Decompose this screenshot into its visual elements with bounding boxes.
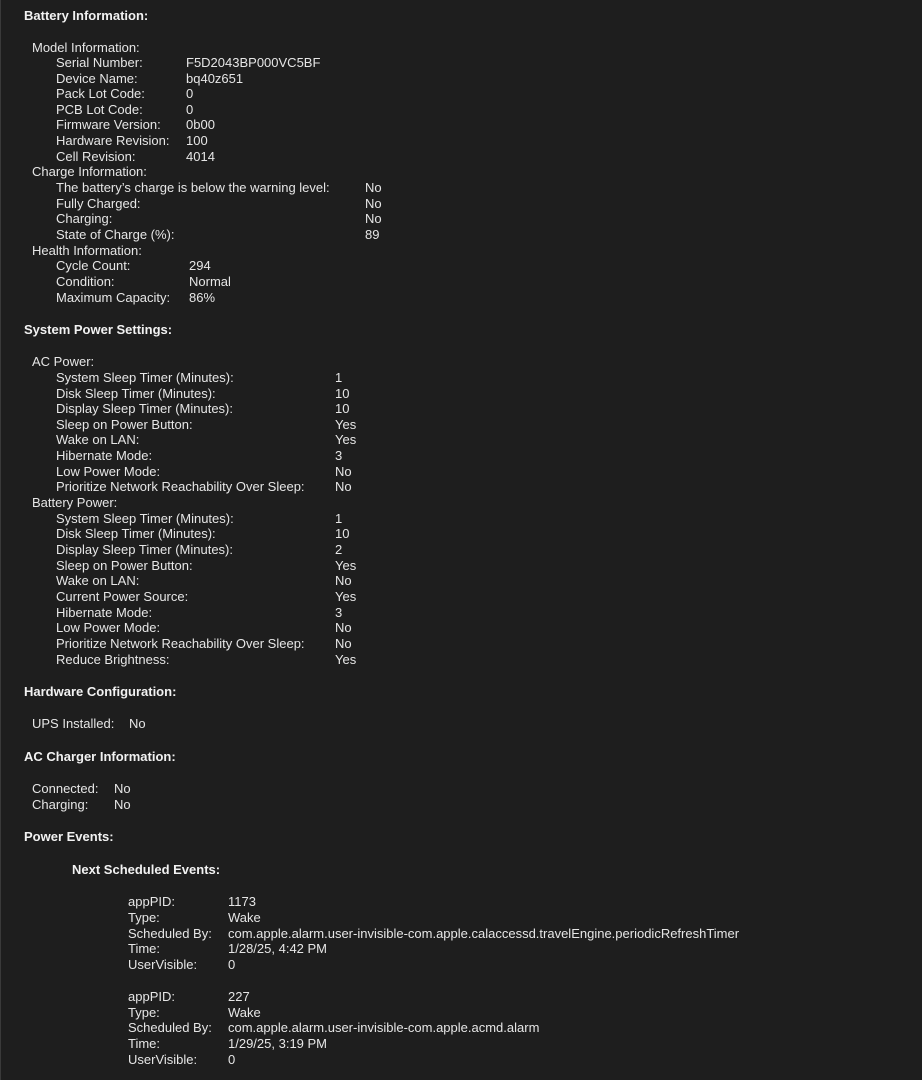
field-value: 294 xyxy=(189,258,211,273)
field-value: 86% xyxy=(189,290,216,305)
field-label: Maximum Capacity: xyxy=(56,290,171,305)
group-heading-model-information: Model Information: xyxy=(32,40,140,55)
field-value: 1/29/25, 3:19 PM xyxy=(228,1036,328,1051)
field-value: 1 xyxy=(335,370,343,385)
field-value: com.apple.alarm.user-invisible-com.apple.calaccessd.travelEngine.periodicRefreshTimer xyxy=(228,926,740,941)
field-label: appPID: xyxy=(128,894,175,909)
field-label: Reduce Brightness: xyxy=(56,652,170,667)
field-value: No xyxy=(365,211,382,226)
field-label: Firmware Version: xyxy=(56,117,161,132)
field-value: Yes xyxy=(335,652,357,667)
field-value: 10 xyxy=(335,401,350,416)
field-value: No xyxy=(335,636,352,651)
field-label: Time: xyxy=(128,1036,161,1051)
field-label: Display Sleep Timer (Minutes): xyxy=(56,542,233,557)
field-label: Serial Number: xyxy=(56,55,143,70)
field-value: com.apple.alarm.user-invisible-com.apple.acmd.alarm xyxy=(228,1020,540,1035)
window-left-border xyxy=(0,0,1,1080)
field-label: Type: xyxy=(128,910,160,925)
field-value: 227 xyxy=(228,989,250,1004)
field-label: Device Name: xyxy=(56,71,138,86)
field-label: Hibernate Mode: xyxy=(56,448,153,463)
field-value: No xyxy=(335,573,352,588)
section-title-system-power-settings: System Power Settings: xyxy=(24,322,173,337)
field-value: Yes xyxy=(335,417,357,432)
field-label: Wake on LAN: xyxy=(56,432,140,447)
group-heading-ac-power: AC Power: xyxy=(32,354,95,369)
field-value: 0 xyxy=(228,957,236,972)
field-label: Disk Sleep Timer (Minutes): xyxy=(56,526,216,541)
field-label: Low Power Mode: xyxy=(56,464,161,479)
field-value: No xyxy=(365,180,382,195)
field-label: Time: xyxy=(128,941,161,956)
field-label: Sleep on Power Button: xyxy=(56,558,193,573)
field-value: No xyxy=(335,620,352,635)
field-label: State of Charge (%): xyxy=(56,227,175,242)
field-value: 1/28/25, 4:42 PM xyxy=(228,941,328,956)
section-title-battery-information: Battery Information: xyxy=(24,8,149,23)
section-title-hardware-configuration: Hardware Configuration: xyxy=(24,684,177,699)
field-label: Sleep on Power Button: xyxy=(56,417,193,432)
field-label: UPS Installed: xyxy=(32,716,115,731)
field-label: Pack Lot Code: xyxy=(56,86,145,101)
field-value: 0b00 xyxy=(186,117,215,132)
field-value: No xyxy=(129,716,146,731)
field-value: No xyxy=(365,196,382,211)
field-label: Disk Sleep Timer (Minutes): xyxy=(56,386,216,401)
field-label: System Sleep Timer (Minutes): xyxy=(56,370,234,385)
field-label: System Sleep Timer (Minutes): xyxy=(56,511,234,526)
field-value: 1173 xyxy=(228,894,256,909)
group-heading-health-information: Health Information: xyxy=(32,243,142,258)
field-value: No xyxy=(335,479,352,494)
field-label: Display Sleep Timer (Minutes): xyxy=(56,401,233,416)
field-value: 1 xyxy=(335,511,343,526)
field-label: Cell Revision: xyxy=(56,149,136,164)
field-value: 100 xyxy=(186,133,208,148)
field-label: Hardware Revision: xyxy=(56,133,170,148)
field-value: 0 xyxy=(186,86,194,101)
subsection-title-next-scheduled-events: Next Scheduled Events: xyxy=(72,862,221,877)
field-value: 10 xyxy=(335,526,350,541)
field-label: Connected: xyxy=(32,781,99,796)
field-label: PCB Lot Code: xyxy=(56,102,143,117)
field-value: Wake xyxy=(228,1005,261,1020)
field-value: 2 xyxy=(335,542,343,557)
field-value: Yes xyxy=(335,432,357,447)
section-title-ac-charger-information: AC Charger Information: xyxy=(24,749,176,764)
field-label: Condition: xyxy=(56,274,115,289)
field-value: Yes xyxy=(335,589,357,604)
field-value: No xyxy=(114,781,131,796)
field-label: Low Power Mode: xyxy=(56,620,161,635)
field-label: Type: xyxy=(128,1005,160,1020)
field-label: Hibernate Mode: xyxy=(56,605,153,620)
group-heading-charge-information: Charge Information: xyxy=(32,164,147,179)
field-label: Wake on LAN: xyxy=(56,573,140,588)
section-title-power-events: Power Events: xyxy=(24,829,114,844)
field-value: bq40z651 xyxy=(186,71,244,86)
field-label: Charging: xyxy=(32,797,89,812)
field-value: 4014 xyxy=(186,149,215,164)
field-label: Cycle Count: xyxy=(56,258,131,273)
field-label: Charging: xyxy=(56,211,113,226)
field-label: Fully Charged: xyxy=(56,196,141,211)
field-value: 0 xyxy=(186,102,194,117)
field-value: Wake xyxy=(228,910,261,925)
field-value: 10 xyxy=(335,386,350,401)
field-label: Scheduled By: xyxy=(128,1020,212,1035)
field-label: The battery’s charge is below the warning level: xyxy=(56,180,330,195)
field-label: appPID: xyxy=(128,989,175,1004)
field-value: No xyxy=(335,464,352,479)
field-value: 89 xyxy=(365,227,380,242)
field-label: UserVisible: xyxy=(128,957,198,972)
field-value: 3 xyxy=(335,605,343,620)
field-value: F5D2043BP000VC5BF xyxy=(186,55,321,70)
field-label: Scheduled By: xyxy=(128,926,212,941)
group-heading-battery-power: Battery Power: xyxy=(32,495,118,510)
field-value: 0 xyxy=(228,1052,236,1067)
field-value: Normal xyxy=(189,274,231,289)
field-label: Prioritize Network Reachability Over Sleep: xyxy=(56,479,305,494)
field-value: No xyxy=(114,797,131,812)
field-label: Prioritize Network Reachability Over Sleep: xyxy=(56,636,305,651)
field-label: UserVisible: xyxy=(128,1052,198,1067)
field-value: Yes xyxy=(335,558,357,573)
field-value: 3 xyxy=(335,448,343,463)
field-label: Current Power Source: xyxy=(56,589,189,604)
